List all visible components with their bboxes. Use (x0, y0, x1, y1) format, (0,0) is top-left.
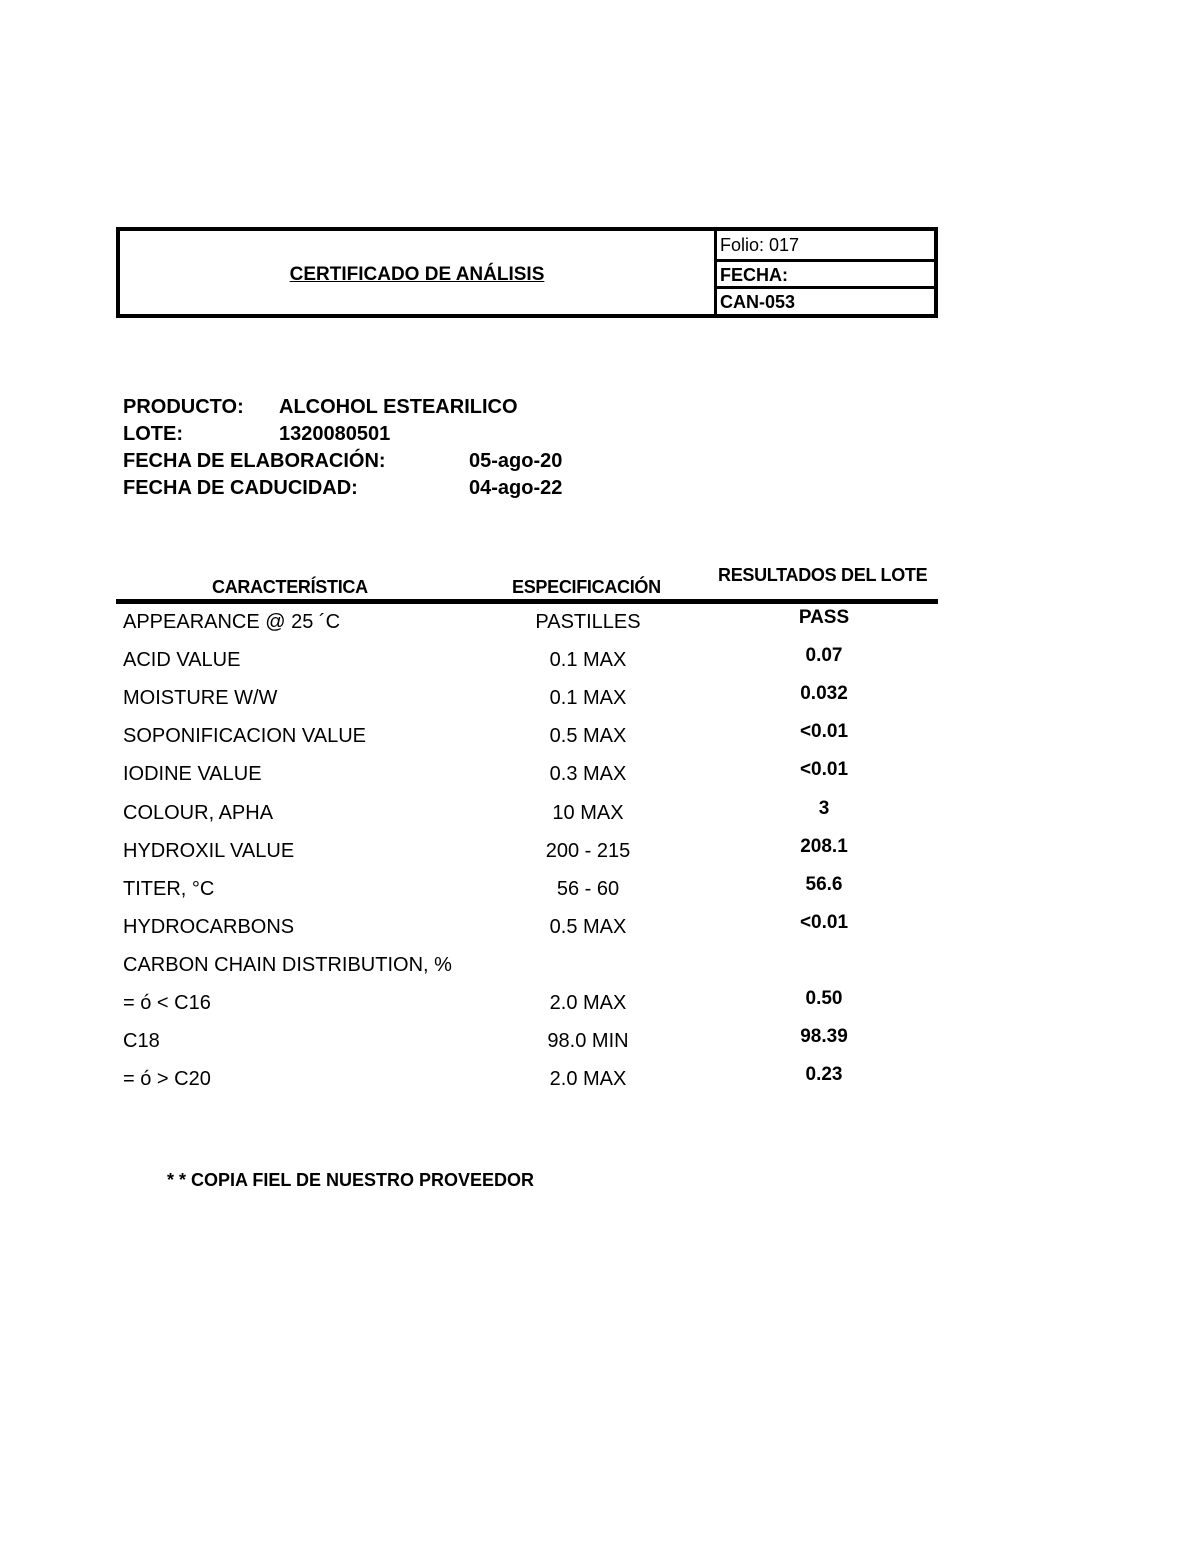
fecha-cell: FECHA: (717, 259, 934, 286)
characteristic-cell: = ó > C20 (123, 1068, 211, 1091)
producto-value: ALCOHOL ESTEARILICO (279, 396, 518, 418)
specification-cell: PASTILLES (535, 611, 641, 633)
specification-cell: 0.1 MAX (549, 687, 627, 710)
result-cell: 98.39 (800, 1026, 848, 1048)
lote-label: LOTE: (123, 423, 183, 445)
column-header-results: RESULTADOS DEL LOTE (718, 565, 928, 585)
specification-cell: 10 MAX (552, 801, 624, 824)
result-cell: 0.032 (800, 683, 848, 705)
header-meta (714, 231, 934, 314)
characteristic-cell: HYDROCARBONS (123, 915, 295, 938)
characteristic-cell: COLOUR, APHA (123, 801, 274, 824)
characteristic-cell: = ó < C16 (123, 992, 211, 1014)
result-cell: 0.07 (805, 645, 843, 667)
specification-cell: 0.5 MAX (549, 725, 627, 748)
specification-cell: 0.1 MAX (549, 649, 627, 672)
table-row (0, 988, 1200, 1030)
characteristic-cell: MOISTURE W/W (123, 687, 278, 710)
characteristic-cell: IODINE VALUE (123, 763, 262, 786)
specification-cell: 0.3 MAX (549, 763, 627, 786)
caducidad-label: FECHA DE CADUCIDAD: (123, 477, 358, 499)
header-rule (116, 599, 938, 604)
table-row (0, 1064, 1200, 1106)
characteristic-cell: APPEARANCE @ 25 ´C (123, 611, 341, 633)
specification-cell: 56 - 60 (556, 877, 620, 900)
result-cell: 208.1 (800, 835, 848, 857)
result-cell: 56.6 (805, 873, 843, 895)
characteristic-cell: CARBON CHAIN DISTRIBUTION, % (123, 953, 452, 976)
caducidad-value: 04-ago-22 (469, 477, 563, 499)
column-header-characteristic: CARACTERÍSTICA (212, 577, 368, 597)
table-row (0, 645, 1200, 687)
table-row (0, 607, 1200, 649)
folio-cell: Folio: 017 (720, 235, 800, 255)
footnote: * * COPIA FIEL DE NUESTRO PROVEEDOR (167, 1170, 535, 1190)
result-cell: PASS (798, 607, 850, 628)
lote-value: 1320080501 (279, 423, 391, 445)
table-row (0, 911, 1200, 954)
result-cell: <0.01 (799, 759, 849, 781)
producto-label: PRODUCTO: (123, 396, 244, 418)
characteristic-cell: SOPONIFICACION VALUE (123, 725, 367, 748)
specification-cell: 0.5 MAX (549, 915, 627, 938)
table-row (0, 873, 1200, 916)
specification-cell: 98.0 MIN (547, 1030, 629, 1053)
characteristic-cell: ACID VALUE (123, 649, 241, 672)
result-cell: 0.23 (805, 1064, 843, 1086)
document-title: CERTIFICADO DE ANÁLISIS (289, 263, 545, 285)
table-row (0, 759, 1200, 801)
table-row (0, 797, 1200, 840)
result-cell: 0.50 (805, 988, 843, 1009)
specification-cell: 200 - 215 (545, 839, 631, 862)
elaboracion-label: FECHA DE ELABORACIÓN: (123, 450, 386, 472)
table-row (0, 954, 1200, 992)
elaboracion-value: 05-ago-20 (469, 450, 563, 472)
table-row (0, 835, 1200, 878)
column-header-specification: ESPECIFICACIÓN (512, 577, 661, 597)
characteristic-cell: C18 (123, 1030, 160, 1053)
result-cell: 3 (818, 797, 830, 819)
result-cell: <0.01 (799, 911, 849, 933)
characteristic-cell: TITER, °C (123, 877, 215, 900)
specification-cell: 2.0 MAX (549, 1068, 627, 1091)
result-cell: <0.01 (799, 721, 849, 743)
table-row (0, 683, 1200, 725)
characteristic-cell: HYDROXIL VALUE (123, 839, 295, 862)
certificate-header (116, 227, 938, 318)
specification-cell: 2.0 MAX (549, 992, 627, 1014)
document-code-cell: CAN-053 (717, 286, 934, 313)
table-row (0, 1026, 1200, 1068)
table-row (0, 721, 1200, 763)
